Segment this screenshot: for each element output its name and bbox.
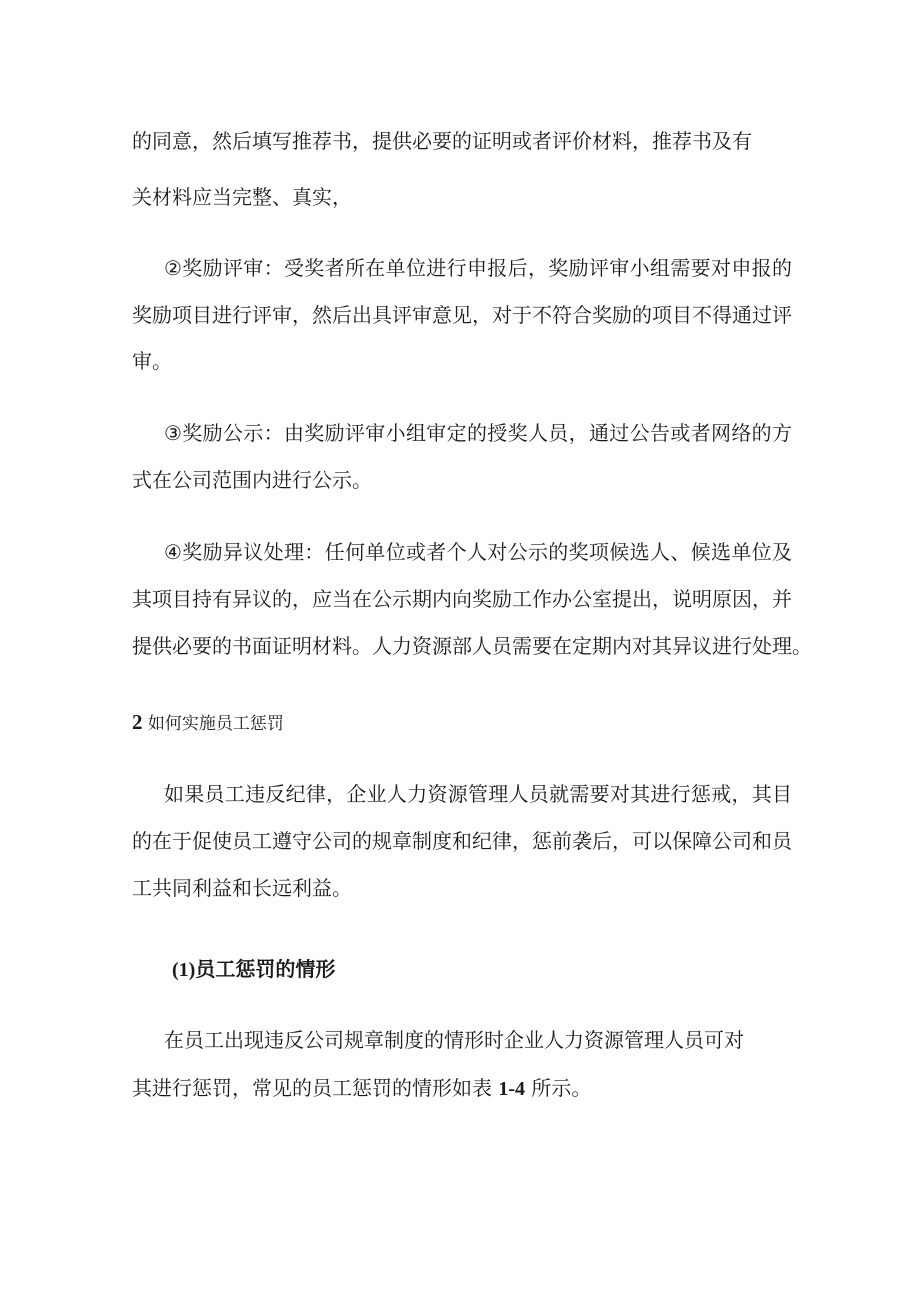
subsection-number: (1) (172, 959, 196, 981)
text: 其进行惩罚，常见的员工惩罚的情形如表 (132, 1076, 499, 1100)
section-number: 2 (132, 710, 143, 734)
paragraph-line: 如果员工违反纪律，企业人力资源管理人员就需要对其进行惩戒，其目 (164, 782, 792, 806)
section-heading (132, 708, 284, 738)
paragraph-line: 审。 (132, 349, 172, 373)
table-reference: 1-4 (498, 1078, 526, 1100)
paragraph-line: ②奖励评审：受奖者所在单位进行申报后，奖励评审小组需要对申报的 (164, 256, 792, 280)
paragraph-line: 工共同利益和长远利益。 (132, 876, 352, 900)
paragraph-line: 提供必要的书面证明材料。人力资源部人员需要在定期内对其异议进行处理。 (132, 634, 812, 658)
text: 所示。 (525, 1076, 592, 1100)
paragraph-line: 的同意，然后填写推荐书，提供必要的证明或者评价材料，推荐书及有 (132, 129, 752, 153)
paragraph-line (132, 1074, 591, 1103)
paragraph-line: ③奖励公示：由奖励评审小组审定的授奖人员，通过公告或者网络的方 (164, 421, 792, 445)
paragraph-line: 在员工出现违反公司规章制度的情形时企业人力资源管理人员可对 (164, 1028, 744, 1052)
subsection-heading (172, 955, 335, 984)
paragraph-line: 式在公司范围内进行公示。 (132, 468, 372, 492)
paragraph-line: 的在于促使员工遵守公司的规章制度和纪律，惩前袭后，可以保障公司和员 (132, 829, 792, 853)
paragraph-line: 奖励项目进行评审，然后出具评审意见，对于不符合奖励的项目不得通过评 (132, 303, 792, 327)
section-title: 如何实施员工惩罚 (147, 714, 284, 734)
paragraph-line: 关材料应当完整、真实， (132, 185, 352, 209)
paragraph-line: ④奖励异议处理：任何单位或者个人对公示的奖项候选人、候选单位及 (164, 540, 792, 564)
subsection-title: 员工惩罚的情形 (195, 957, 336, 981)
paragraph-line: 其项目持有异议的，应当在公示期内向奖励工作办公室提出，说明原因，并 (132, 587, 792, 611)
